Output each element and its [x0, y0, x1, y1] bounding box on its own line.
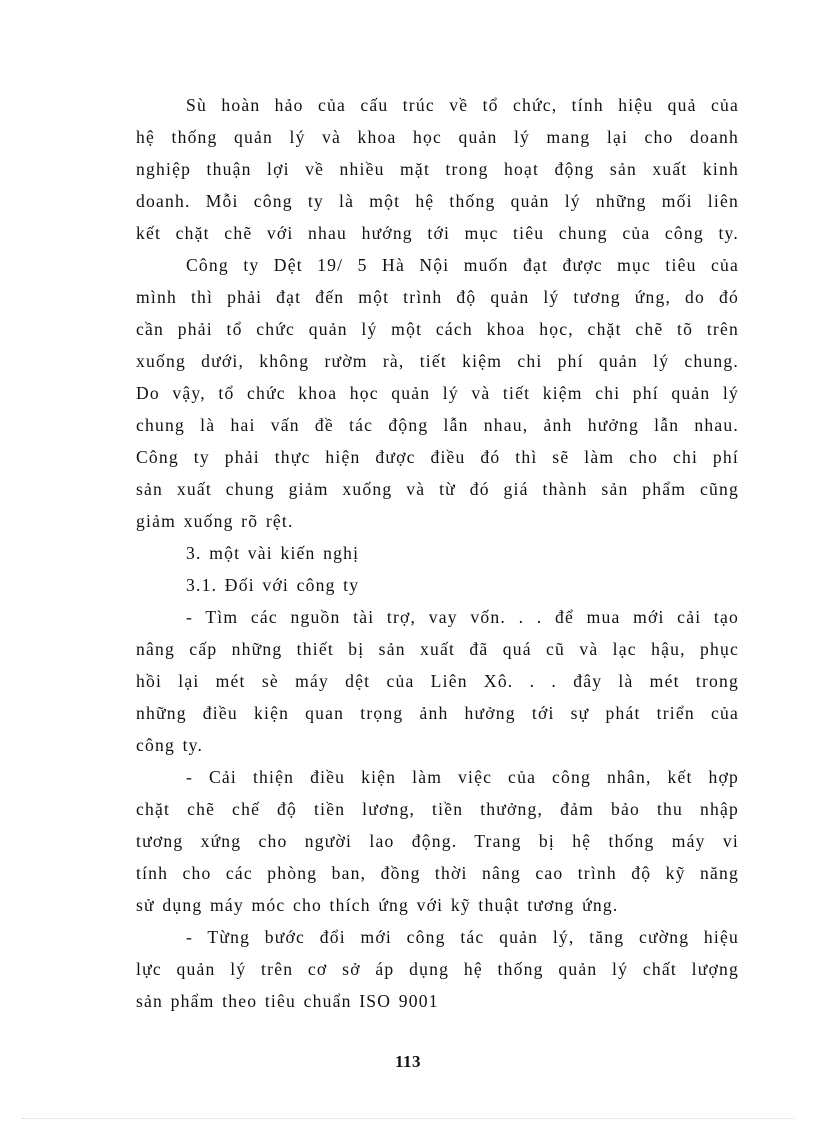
text-line: công ty. [136, 735, 204, 755]
text-line: chặt chẽ chế độ tiền lương, tiền thưởng, đảm bảo thu nhập [136, 799, 739, 819]
text-line: chung là hai vấn đề tác động lẫn nhau, ảnh hưởng lẫn nhau. [136, 415, 739, 435]
subsection-heading: 3.1. Đối với công ty [186, 575, 360, 595]
text-line: kết chặt chẽ với nhau hướng tới mục tiêu chung của công ty. [136, 223, 739, 243]
text-line: - Từng bước đổi mới công tác quản lý, tăng cường hiệu [186, 927, 739, 947]
text-line: mình thì phải đạt đến một trình độ quản lý tương ứng, do đó [136, 287, 739, 307]
section-heading: 3. một vài kiến nghị [186, 543, 360, 563]
text-line: Do vậy, tổ chức khoa học quản lý và tiết kiệm chi phí quản lý [136, 383, 739, 403]
text-line: nâng cấp những thiết bị sản xuất đã quá cũ và lạc hậu, phục [136, 639, 739, 659]
text-line: tính cho các phòng ban, đồng thời nâng cao trình độ kỹ năng [136, 863, 739, 883]
page-bottom-rule [22, 1118, 794, 1119]
text-line: hồi lại mét sè máy dệt của Liên Xô. . . đây là mét trong [136, 671, 739, 691]
text-line: - Cải thiện điều kiện làm việc của công nhân, kết hợp [186, 767, 739, 787]
text-line: - Tìm các nguồn tài trợ, vay vốn. . . để mua mới cải tạo [186, 607, 739, 627]
text-line: Công ty phải thực hiện được điều đó thì sẽ làm cho chi phí [136, 447, 739, 467]
text-line: giảm xuống rõ rệt. [136, 511, 294, 531]
body-text [136, 89, 739, 1017]
text-line: cần phải tổ chức quản lý một cách khoa học, chặt chẽ tõ trên [136, 319, 739, 339]
text-line: Công ty Dệt 19/ 5 Hà Nội muốn đạt được mục tiêu của [186, 255, 739, 275]
text-line: sản xuất chung giảm xuống và từ đó giá thành sản phẩm cũng [136, 479, 739, 499]
page-number: 113 [394, 1052, 422, 1071]
text-line: sản phẩm theo tiêu chuẩn ISO 9001 [136, 991, 439, 1011]
text-line: hệ thống quản lý và khoa học quản lý mang lại cho doanh [136, 127, 739, 147]
text-line: sử dụng máy móc cho thích ứng với kỹ thuật tương ứng. [136, 895, 619, 915]
text-line: lực quản lý trên cơ sở áp dụng hệ thống quản lý chất lượng [136, 959, 739, 979]
text-line: xuống dưới, không rườm rà, tiết kiệm chi phí quản lý chung. [136, 351, 739, 371]
text-line: Sù hoàn hảo của cấu trúc về tổ chức, tính hiệu quả của [186, 95, 739, 115]
text-line: những điều kiện quan trọng ảnh hưởng tới sự phát triển của [136, 703, 739, 723]
text-line: nghiệp thuận lợi về nhiều mặt trong hoạt động sản xuất kinh [136, 159, 739, 179]
text-line: doanh. Mỗi công ty là một hệ thống quản lý những mối liên [136, 191, 739, 211]
text-line: tương xứng cho người lao động. Trang bị hệ thống máy vi [136, 831, 739, 851]
